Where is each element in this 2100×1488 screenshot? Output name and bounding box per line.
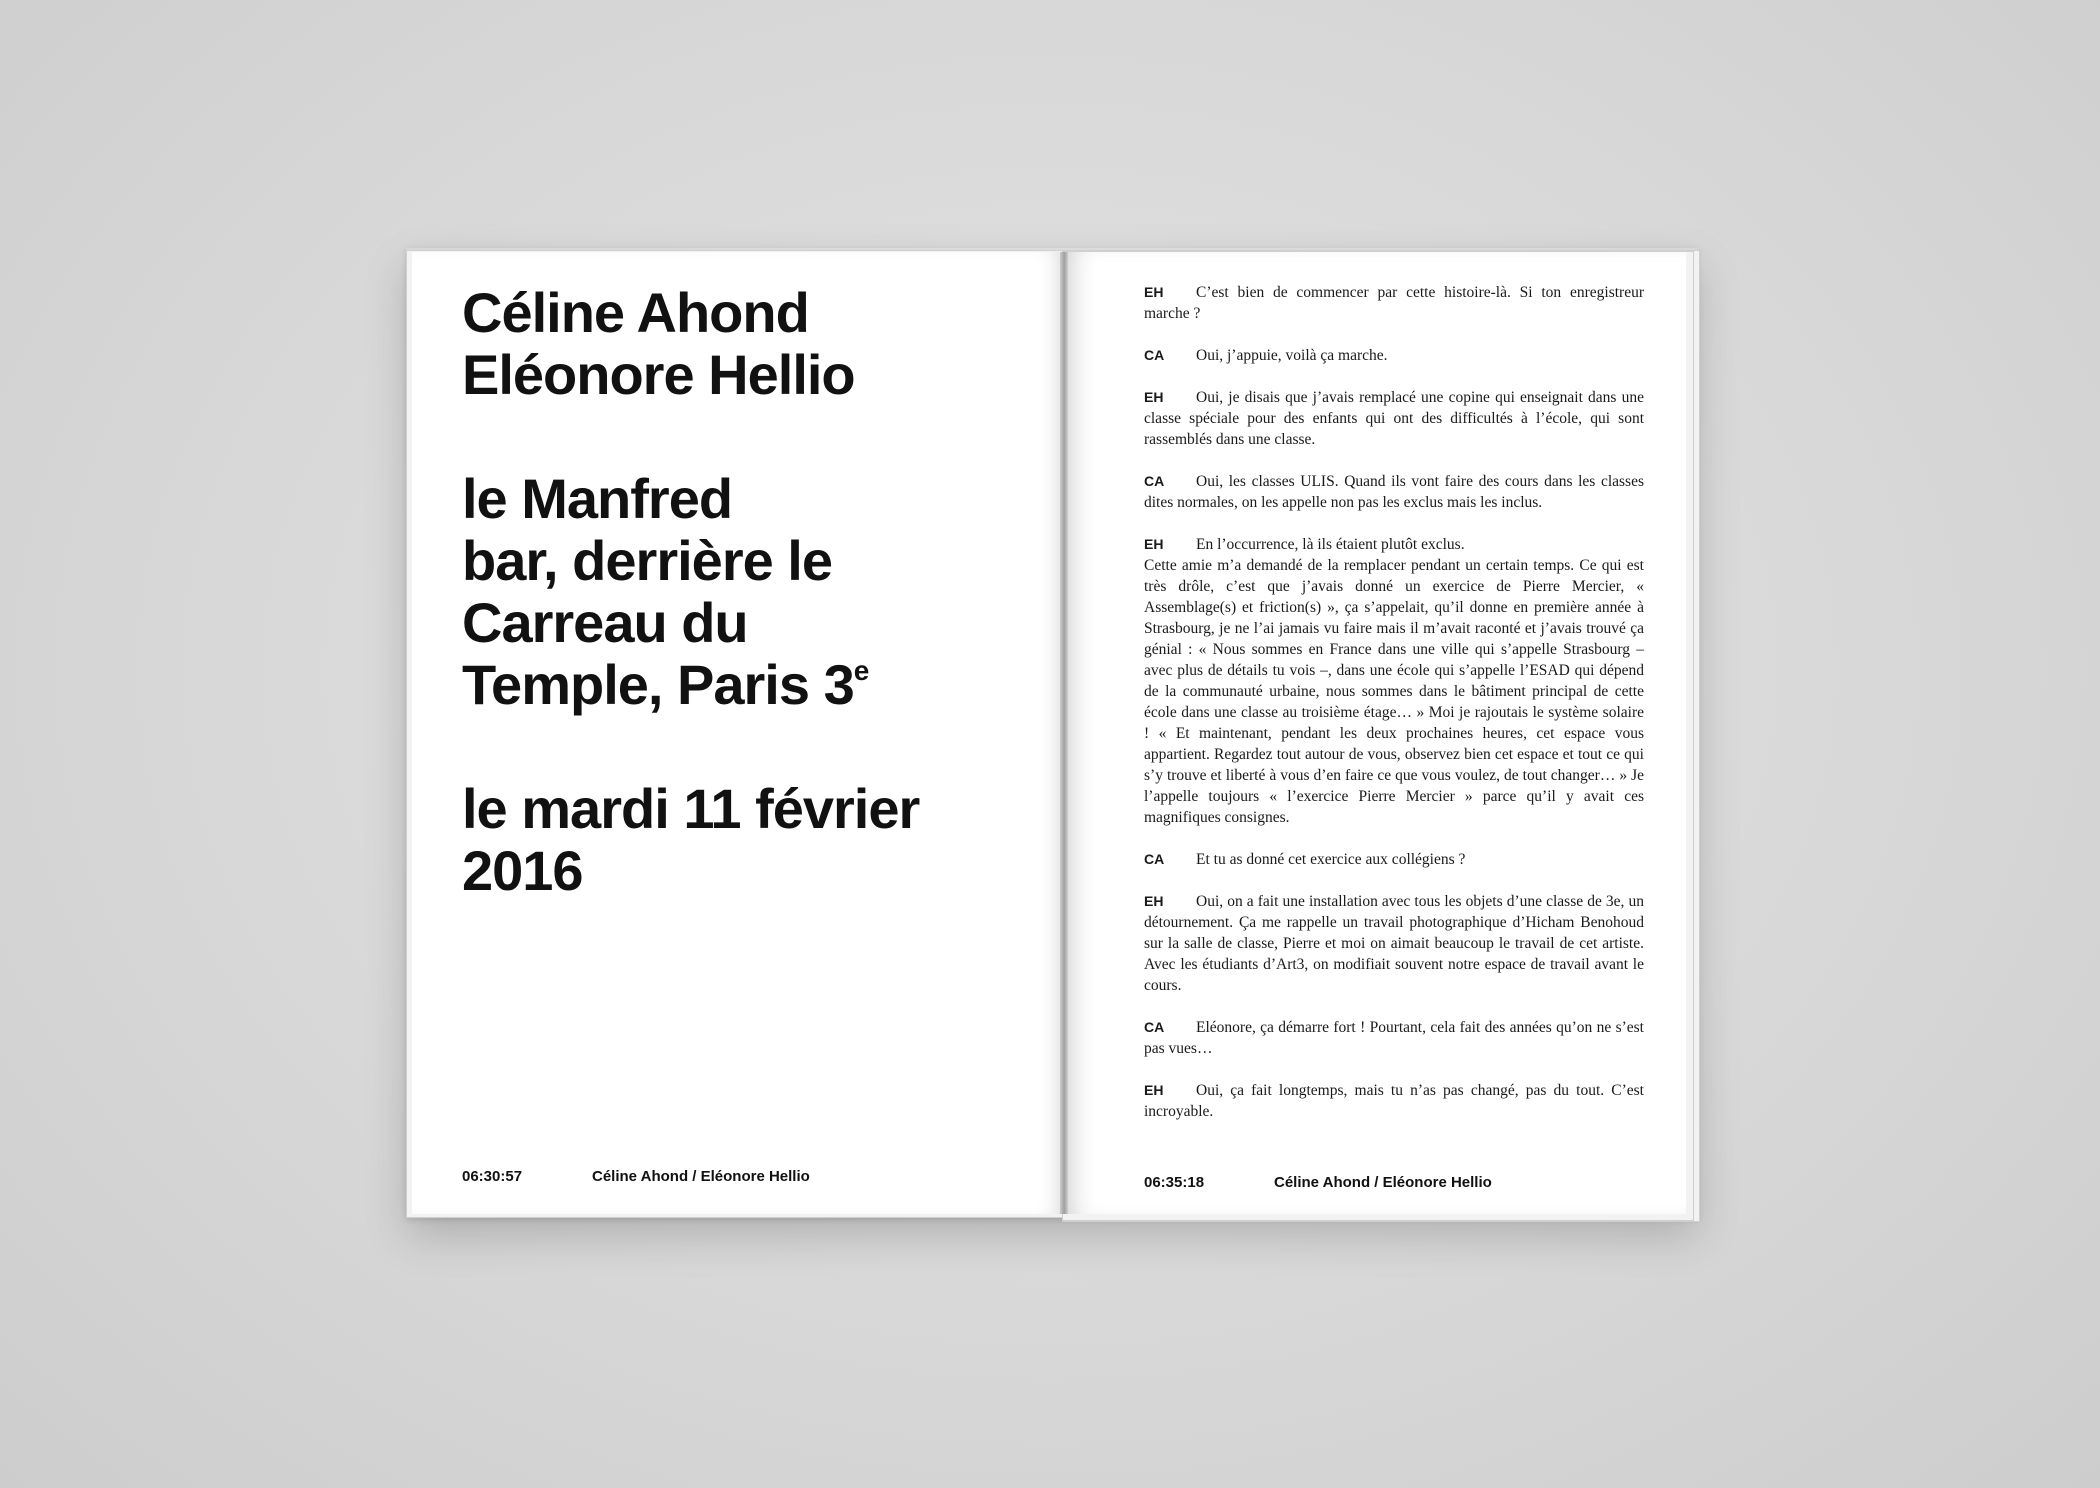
place-line-4 <box>462 654 1022 716</box>
dialogue-entry <box>1144 471 1644 513</box>
right-page <box>1064 252 1686 1214</box>
place-line-3: Carreau du <box>462 591 748 654</box>
speaker-label: EH <box>1144 389 1164 405</box>
dialogue-entry <box>1144 387 1644 450</box>
dialogue-entry <box>1144 1017 1644 1059</box>
right-footer-time: 06:35:18 <box>1144 1174 1205 1191</box>
place-heading <box>462 468 1022 716</box>
right-footer-names: Céline Ahond / Eléonore Hellio <box>1274 1174 1492 1191</box>
open-booklet <box>406 248 1698 1248</box>
dialogue-text: Eléonore, ça démarre fort ! Pourtant, cela fait des années qu’on ne s’est pas vues… <box>1144 1019 1644 1057</box>
right-page-footer <box>1144 1174 1492 1191</box>
dialogue-entry <box>1144 282 1644 324</box>
author-line-1: Céline Ahond <box>462 281 809 344</box>
place-superscript: e <box>853 655 869 686</box>
dialogue-text: Oui, je disais que j’avais remplacé une copine qui enseignait dans une classe spéciale pour des enfants qui ont des difficultés à l’école, qui sont rassemblés dans une classe. <box>1144 389 1644 448</box>
dialogue-text: Oui, ça fait longtemps, mais tu n’as pas changé, pas du tout. C’est incroyable. <box>1144 1082 1644 1120</box>
speaker-label: EH <box>1144 893 1164 909</box>
speaker-label: CA <box>1144 347 1165 363</box>
dialogue-text: Oui, les classes ULIS. Quand ils vont faire des cours dans les classes dites normales, on les appelle non pas les exclus mais les inclus. <box>1144 473 1644 511</box>
left-page-footer <box>462 1168 810 1185</box>
left-footer-time: 06:30:57 <box>462 1168 523 1185</box>
speaker-label: CA <box>1144 473 1165 489</box>
place-line-1: le Manfred <box>462 467 733 530</box>
title-block <box>462 282 1022 964</box>
dialogue-entry <box>1144 1080 1644 1122</box>
date-heading <box>462 778 1022 902</box>
dialogue-entry <box>1144 534 1644 828</box>
left-footer-names: Céline Ahond / Eléonore Hellio <box>592 1168 810 1185</box>
speaker-label: EH <box>1144 536 1164 552</box>
date-line-1: le mardi 11 février <box>462 777 920 840</box>
dialogue-entry <box>1144 849 1644 870</box>
speaker-label: EH <box>1144 284 1164 300</box>
speaker-label: CA <box>1144 851 1165 867</box>
speaker-label: CA <box>1144 1019 1165 1035</box>
date-line-2: 2016 <box>462 839 583 902</box>
dialogue-entry <box>1144 345 1644 366</box>
dialogue-continuation: Cette amie m’a demandé de la remplacer pendant un certain temps. Ce qui est très drôle, c’est que j’avais donné un exercice de Pierre Mercier, « Assemblage(s) et friction(s) », ça s’appelait, qu’il donne en première année à Strasbourg, je ne l’ai jamais vu faire mais il m’avait raconté et j’avais trouvé ça génial : « Nous sommes en France dans une ville qui s’appelle Strasbourg – avec plus de détails tu vois –, dans une école qui s’appelle l’ESAD qui dépend de la communauté urbaine, nous sommes dans le bâtiment principal de cette école dans une classe au troisième étage… » Moi je rajoutais le système solaire ! « Et maintenant, pendant les deux prochaines heures, cet espace vous appartient. Regardez tout autour de vous, observez bien cet espace et tout ce qui s’y trouve et liberté à vous d’en faire ce que vous voulez, de tout changer… » Je l’appelle toujours « l’exercice Pierre Mercier » parce qu’il y avait ces magnifiques consignes. <box>1144 557 1644 826</box>
left-page <box>412 252 1064 1214</box>
dialogue-entry <box>1144 891 1644 996</box>
dialogue-text: En l’occurrence, là ils étaient plutôt exclus. <box>1196 536 1465 553</box>
place-line-2: bar, derrière le <box>462 529 833 592</box>
spine-gutter <box>1060 252 1068 1214</box>
authors-heading <box>462 282 1022 406</box>
speaker-label: EH <box>1144 1082 1164 1098</box>
author-line-2: Eléonore Hellio <box>462 343 855 406</box>
place-line-4-text: Temple, Paris 3 <box>462 653 854 716</box>
dialogue-transcript <box>1144 282 1644 1143</box>
dialogue-text: Et tu as donné cet exercice aux collégiens ? <box>1196 851 1466 868</box>
dialogue-text: Oui, on a fait une installation avec tous les objets d’une classe de 3e, un détournement. Ça me rappelle un travail photographique d’Hicham Benohoud sur la salle de classe, Pierre et moi on aimait beaucoup le travail de cet artiste. Avec les étudiants d’Art3, on modifiait souvent notre espace de travail avant le cours. <box>1144 893 1644 994</box>
dialogue-text: C’est bien de commencer par cette histoire-là. Si ton enregistreur marche ? <box>1144 284 1644 322</box>
dialogue-text: Oui, j’appuie, voilà ça marche. <box>1196 347 1388 364</box>
